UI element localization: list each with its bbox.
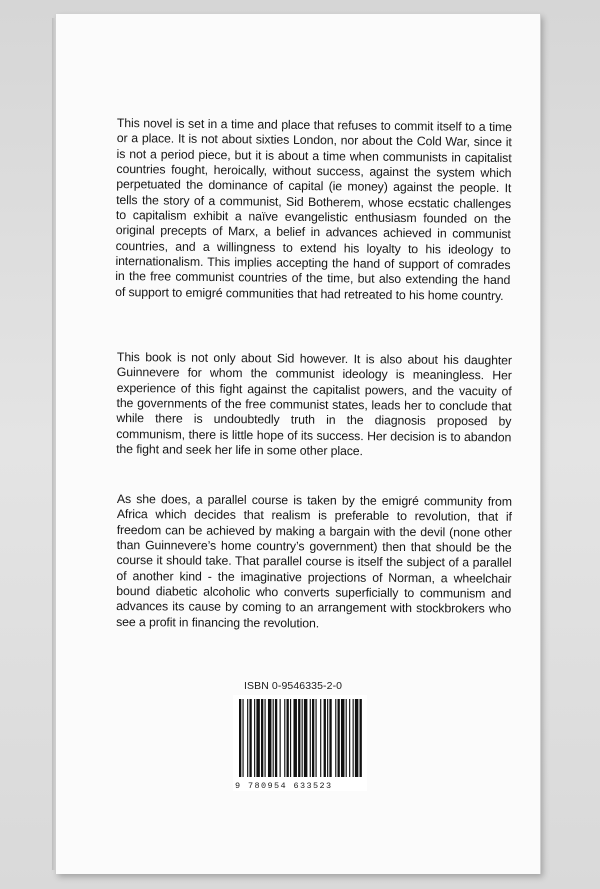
- barcode-bars-icon: [239, 699, 363, 777]
- barcode-bar: [254, 699, 255, 777]
- barcode-bar: [315, 699, 316, 777]
- barcode-bar: [304, 699, 307, 777]
- barcode-bar: [327, 699, 328, 777]
- barcode-bar: [287, 699, 289, 777]
- barcode-bar: [256, 699, 259, 777]
- barcode-bar: [280, 699, 281, 777]
- barcode-bar: [302, 699, 303, 777]
- barcode-bar: [320, 699, 321, 777]
- isbn-barcode: [233, 695, 367, 791]
- barcode-bar: [312, 699, 314, 777]
- barcode-bar: [275, 699, 277, 777]
- barcode-bar: [355, 699, 358, 777]
- barcode-bar: [290, 699, 291, 777]
- barcode-digits: 9 780954 633523: [235, 781, 333, 791]
- barcode-bar: [338, 699, 340, 777]
- barcode-bar: [239, 699, 241, 777]
- barcode-bar: [265, 699, 266, 777]
- barcode-bar: [298, 699, 300, 777]
- barcode-bar: [249, 699, 251, 777]
- blurb-paragraph-2: This book is not only about Sid however. It is also about his daughter Guinnevere for whom the communist ideology is meaningless. Her experience of this fight against the capitalist powers, and the vacuity of the governments of the free communist states, leads her to conclude that while there is undoubtedly truth in the diagnosis proposed by communism, there is little hope of its success. Her decision is to abandon the fight and seek her life in some other place.: [116, 350, 512, 459]
- barcode-bar: [247, 699, 248, 777]
- barcode-bar: [310, 699, 311, 777]
- blurb-paragraph-1: This novel is set in a time and place that refuses to commit itself to a time or a place. It is not about sixties London, nor about the Cold War, since it is not a period piece, but it is about a time when communists in capitalist countries fought, heroically, without success, against the system which perpetuated the dominance of capital (ie money) against the people. It tells the story of a communist, Sid Botherem, whose ecstatic challenges to capitalism exhibit a naïve evangelistic enthusiasm founded on the original precepts of Marx, a belief in advances achieved in communist countries, and a willingness to extend his loyalty to his ideology to internationalism. This implies accepting the hand of support of comrades in the free communist countries of the time, but also extending the hand of support to emigré communities that had retreated to his home country.: [115, 116, 512, 303]
- barcode-bar: [242, 699, 243, 777]
- barcode-bar: [349, 699, 350, 777]
- barcode-bar: [268, 699, 271, 777]
- barcode-bar: [324, 699, 326, 777]
- barcode-bar: [293, 699, 296, 777]
- barcode-bar: [261, 699, 263, 777]
- blurb-paragraph-3: As she does, a parallel course is taken by the emigré community from Africa which decides that realism is preferable to revolution, that if freedom can be achieved by making a bargain with the devil (none other than Guinnevere’s home country’s government) then that should be the course it should take. That parallel course is itself the subject of a parallel of another kind - the imaginative projections of Norman, a wheelchair bound diabetic alcoholic who converts superficially to communism and advances its cause by coming to an arrangement with stockbrokers who see a profit in financing the revolution.: [116, 492, 512, 631]
- barcode-bar: [335, 699, 336, 777]
- barcode-bar: [284, 699, 285, 777]
- isbn-label: ISBN 0-9546335-2-0: [244, 680, 343, 692]
- barcode-bar: [360, 699, 362, 777]
- barcode-bar: [341, 699, 344, 777]
- barcode-bar: [273, 699, 274, 777]
- barcode-bar: [346, 699, 347, 777]
- barcode-bar: [353, 699, 354, 777]
- barcode-bar: [329, 699, 331, 777]
